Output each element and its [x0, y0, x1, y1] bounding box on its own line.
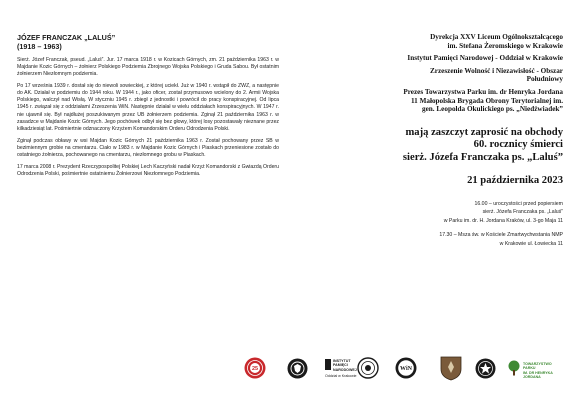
invitation-line: sierż. Józefa Franczaka ps. „Laluś” — [402, 151, 563, 163]
ipn-logo-subtitle: Oddział w Krakowie — [325, 374, 357, 378]
badge-emblem-icon — [357, 357, 379, 379]
organizer-line: Instytut Pamięci Narodowej - Oddział w Krakowie — [407, 54, 563, 63]
brigade-emblem-logo — [439, 355, 463, 381]
organizer-ipn — [295, 54, 563, 63]
biography-paragraph-2: Po 17 września 1939 r. dostał się do niewoli sowieckiej, z której uciekł. Już w 1940 r. wstąpił do ZWZ, a następnie do AK. Działał w podziemiu do 1944 roku. W 1944 r., jako oficer, został przymusowo wcielony do 2. Armii Wojska Polskiego, walczył nad Wisłą. W styczniu 1945 r. zbiegł z jednostki i powrócił do pracy konspiracyjnej. Od lipca 1945 r. związał się z oddziałami Zrzeszenia WiN. Następnie działał w wielu oddziałach konspiracyjnych. W 1947 r. nie ujawnił się. Był najdłużej poszukiwanym przez UB żołnierzem podziemia. Zginął 21 października 1963 r. w zasadzce w Majdanie Kozic Górnych. Jego pochówek odbył się bez głowy, której losy pozostawały nieznane przez kilkadziesiąt lat. Pośmiertnie odznaczony Krzyżem Komandorskim Orderu Odrodzenia Polski. — [17, 82, 279, 132]
school-seal-logo — [244, 357, 266, 379]
win-emblem-icon — [395, 357, 417, 379]
organizer-line: 11 Małopolska Brygada Obrony Terytorialnej im. — [410, 96, 563, 105]
schedule-line: w Krakowie ul. Łowiecka 11 — [499, 240, 563, 247]
organizer-line: gen. Leopolda Okulickiego ps. „Niedźwiadek” — [422, 105, 563, 114]
event-schedule — [295, 200, 563, 249]
organizer-line: im. Stefana Żeromskiego w Krakowie — [447, 41, 563, 50]
invitation-text — [295, 127, 563, 165]
ipn-logo-line: NARODOWEJ — [333, 367, 357, 372]
park-logo-line: TOWARZYSTWO PARKU — [523, 362, 552, 371]
organizer-line: Południowy — [526, 75, 563, 84]
event-date: 21 października 2023 — [467, 174, 563, 186]
invitation-line: 60. rocznicy śmierci — [473, 139, 563, 151]
organizer-line: Prezes Towarzystwa Parku im. dr Henryka Jordana — [403, 87, 563, 96]
biography-paragraph-1: Sierż. Józef Franczak, pseud. „Laluś”. Jur. 17 marca 1918 r. w Kozicach Górnych, zm. 21 października 1963 r. w Majdanie Kozic Górnych – żołnierz Polskiego Podziemia Zbrojnego Wojska Polskiego i Gruda Sabou. Był ostatnim żołnierzem Niezłomnym podziemia. — [17, 57, 279, 78]
invitation-column — [295, 33, 563, 249]
win-emblem-logo — [395, 357, 417, 379]
biography-paragraph-4: 17 marca 2008 r. Prezydent Rzeczypospolitej Polskiej Lech Kaczyński nadał Krzyż Komandorski z Gwiazdą Orderu Odrodzenia Polski, pośmiertnie ostatniemu Żołnierzowi Niezłomnego Podziemia. — [17, 163, 280, 177]
organizer-park-brigade — [295, 88, 563, 114]
organizer-win — [295, 67, 563, 84]
seal-icon — [475, 358, 496, 379]
sponsor-logos — [0, 353, 577, 393]
schedule-line: 17.30 – Msza św. w Kościele Zmartwychwstania NMP — [439, 232, 563, 239]
ipn-emblem-icon — [287, 358, 308, 379]
park-logo-line: IM. DR HENRYKA JORDANA — [523, 370, 553, 379]
schedule-line: 16.00 – uroczystości przed popiersiem — [474, 200, 563, 207]
biography-column — [17, 33, 279, 182]
organizer-line: Dyrekcja XXV Liceum Ogólnokształcącego — [430, 33, 563, 41]
park-society-logo — [507, 359, 565, 379]
biography-title: JÓZEF FRANCZAK „LALUŚ” — [17, 33, 116, 42]
invitation-line: mają zaszczyt zaprosić na obchody — [405, 126, 563, 138]
ipn-logo-line: INSTYTUT PAMIĘCI — [333, 359, 351, 368]
brigade-emblem-icon — [439, 355, 463, 381]
schedule-line: w Parku im. dr. H. Jordana Kraków, ul. 3-go Maja 11 — [443, 217, 563, 224]
biography-years: (1918 – 1963) — [17, 42, 62, 51]
ipn-seal-logo — [287, 358, 308, 379]
biography-text — [17, 57, 279, 178]
organizer-school — [295, 33, 563, 50]
school-seal-icon — [244, 357, 266, 379]
organizer-line: Zrzeszenie Wolność i Niezawisłość - Obszar — [429, 66, 563, 75]
tree-icon — [507, 360, 521, 376]
schedule-line: sierż. Józefa Franczaka ps. „Laluś” — [482, 209, 563, 216]
badge-logo — [357, 357, 379, 379]
svg-text:25: 25 — [251, 366, 259, 372]
biography-paragraph-3: Zginął podczas obławy w wsi Majdan Kozic Górnych 21 października 1963 r. Został pochowany przez SB w bezimiennym grobie na cmentarzu. Ciało w 1983 r. w Majdanie Kozic Górnych i Piaskach przeniesione zostało do ostatniego żołnierza, pochowanego na cmentarzu, niezłomnego grobu w Piaskach. — [17, 137, 279, 158]
black-seal-logo — [475, 358, 496, 379]
svg-text:WiN: WiN — [400, 366, 412, 373]
